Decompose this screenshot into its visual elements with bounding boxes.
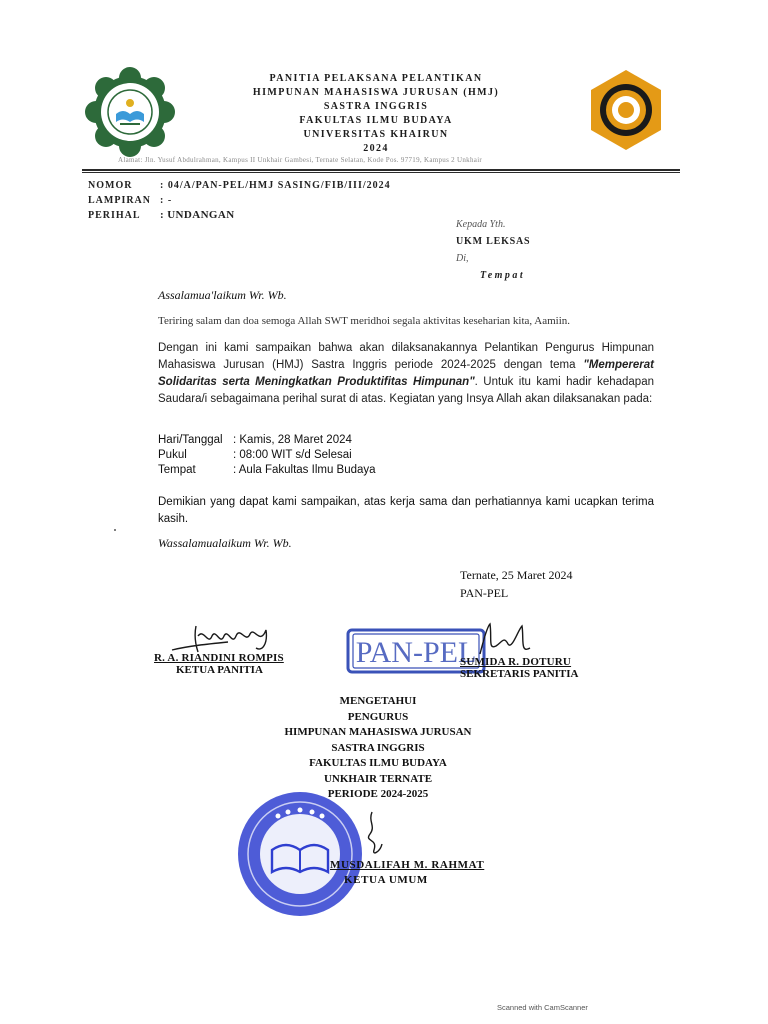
event-details	[158, 433, 376, 478]
recipient-kepada: Kepada Yth.	[456, 219, 506, 230]
meta-nomor	[88, 178, 391, 193]
general-chair-role: KETUA UMUM	[344, 874, 428, 886]
ack-line: FAKULTAS ILMU BUDAYA	[309, 757, 447, 769]
chairperson-name: R. A. RIANDINI ROMPIS	[154, 652, 284, 664]
recipient-tempat: Tempat	[480, 270, 526, 281]
general-chair-signature-icon	[352, 808, 392, 860]
detail-value: : Aula Fakultas Ilmu Budaya	[233, 464, 376, 476]
faculty-logo-icon	[80, 66, 180, 158]
lampiran-label: LAMPIRAN	[88, 195, 151, 206]
detail-row	[158, 448, 376, 463]
meta-perihal	[88, 208, 391, 223]
organization-seal-icon	[234, 788, 366, 920]
stamp-text: PAN-PEL	[355, 636, 477, 669]
nomor-label: NOMOR	[88, 180, 133, 191]
secretary-signature-icon	[474, 618, 544, 660]
secretary-signature	[460, 656, 578, 680]
detail-row	[158, 463, 376, 478]
letterhead	[200, 72, 552, 156]
invitation-text-a: Dengan ini kami sampaikan bahwa akan dilaksanakannya Pelantikan Pengurus Himpunan Mahasiswa Jurusan (HMJ) Sastra Inggris periode 2024-2025 dengan tema	[158, 342, 654, 371]
perihal-value: : UNDANGAN	[160, 209, 235, 221]
letterhead-line-5: UNIVERSITAS KHAIRUN	[303, 129, 449, 140]
committee-label: PAN-PEL	[460, 586, 509, 600]
place-date-block	[460, 566, 572, 602]
nomor-value: : 04/A/PAN-PEL/HMJ SASING/FIB/III/2024	[160, 180, 391, 191]
detail-value: : Kamis, 28 Maret 2024	[233, 434, 352, 446]
lampiran-value: : -	[160, 195, 173, 206]
closing-greeting: Wassalamualaikum Wr. Wb.	[158, 536, 292, 550]
invitation-text-b: . Untuk itu kami hadir kehadapan Saudara/i sebagaimana perihal surat di atas. Kegiatan yang Insya Allah akan dilaksanakan pada:	[158, 376, 654, 405]
letter-meta	[88, 178, 391, 223]
letterhead-line-6: 2024	[363, 143, 389, 154]
scanner-watermark: Scanned with CamScanner	[497, 1003, 588, 1012]
recipient-name: UKM LEKSAS	[456, 236, 531, 247]
detail-label: Tempat	[158, 464, 196, 476]
secretary-name: SUMIDA R. DOTURU	[460, 656, 572, 668]
letterhead-line-1: PANITIA PELAKSANA PELANTIKAN	[269, 73, 483, 84]
letterhead-rule-thin	[82, 172, 680, 173]
secretary-role: SEKRETARIS PANITIA	[460, 668, 579, 680]
acknowledgement-block	[258, 694, 498, 803]
letterhead-line-2: HIMPUNAN MAHASISWA JURUSAN (HMJ)	[252, 87, 500, 98]
letterhead-rule	[82, 169, 680, 171]
detail-value: : 08:00 WIT s/d Selesai	[233, 449, 352, 461]
ack-line: SASTRA INGGRIS	[331, 741, 425, 754]
ack-line: PERIODE 2024-2025	[327, 788, 429, 800]
detail-label: Hari/Tanggal	[158, 434, 223, 446]
chairperson-role: KETUA PANITIA	[176, 664, 263, 676]
chairperson-signature	[154, 652, 284, 676]
meta-lampiran	[88, 193, 391, 208]
recipient-block	[456, 216, 530, 284]
recipient-di: Di,	[456, 253, 469, 264]
letterhead-line-4: FAKULTAS ILMU BUDAYA	[299, 115, 453, 126]
paragraph-greeting: Teriring salam dan doa semoga Allah SWT meridhoi segala aktivitas keseharian kita, Aamiin.	[158, 315, 571, 327]
letterhead-line-3: SASTRA INGGRIS	[323, 101, 429, 112]
ack-line: UNKHAIR TERNATE	[323, 772, 433, 785]
general-chair-name: MUSDALIFAH M. RAHMAT	[330, 859, 485, 871]
university-logo-icon	[585, 68, 667, 152]
place-date: Ternate, 25 Maret 2024	[460, 568, 573, 582]
ack-line: MENGETAHUI	[339, 695, 417, 707]
paragraph-invitation	[158, 340, 654, 408]
opening-greeting: Assalamua'laikum Wr. Wb.	[158, 288, 287, 302]
ack-line: HIMPUNAN MAHASISWA JURUSAN	[284, 726, 472, 738]
general-chair-signature	[330, 858, 484, 888]
perihal-label: PERIHAL	[88, 210, 141, 221]
scan-speck	[114, 529, 116, 531]
ack-line: PENGURUS	[347, 710, 409, 723]
letterhead-address: Alamat: Jln. Yusuf Abdulrahman, Kampus II Unkhair Gambesi, Ternate Selatan, Kode Pos. 97719, Kampus 2 Unkhair	[118, 156, 483, 164]
paragraph-closing: Demikian yang dapat kami sampaikan, atas kerja sama dan perhatiannya kami ucapkan terima kasih.	[158, 496, 654, 525]
detail-row	[158, 433, 376, 448]
detail-label: Pukul	[158, 449, 187, 461]
invitation-theme: "Mempererat Solidaritas serta Meningkatkan Produktifitas Himpunan"	[158, 359, 654, 388]
